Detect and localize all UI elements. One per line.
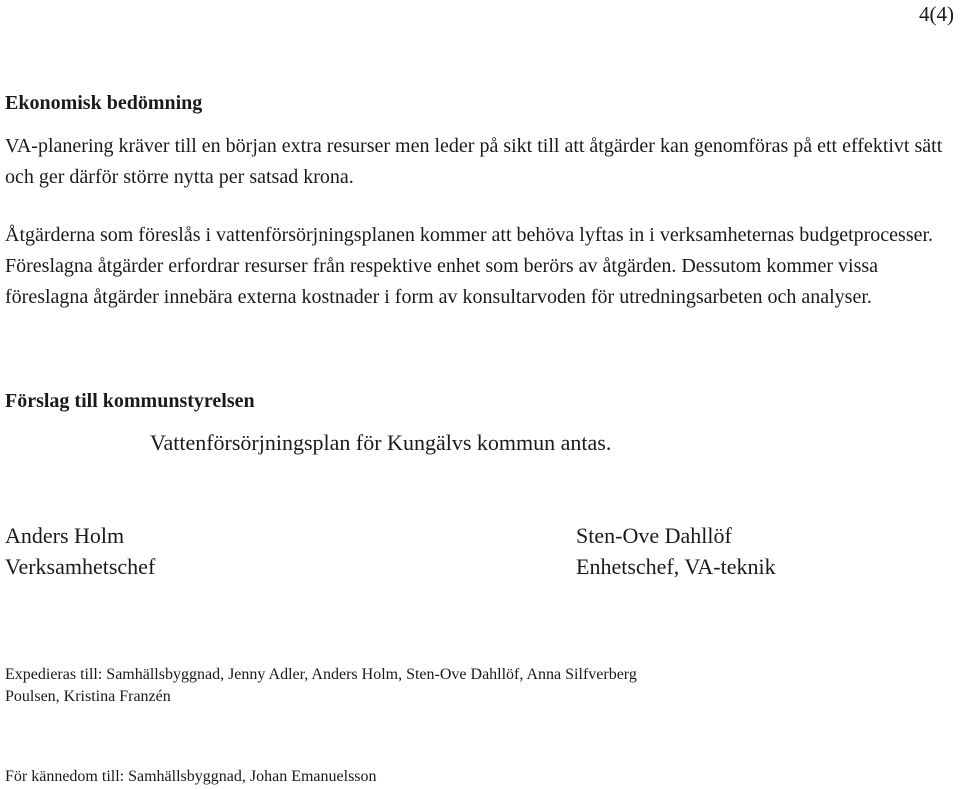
dispatched-to: Expedieras till: Samhällsbyggnad, Jenny Adler, Anders Holm, Sten-Ove Dahllöf, Anna Silfverberg Poulsen, Kristina Franzén [5,666,637,705]
signer-name: Anders Holm [5,523,125,548]
signature-block-left [5,520,155,582]
signer-title: Verksamhetschef [5,554,156,579]
page-number: 4(4) [919,2,954,26]
proposal-text: Vattenförsörjningsplan för Kungälvs kommun antas. [150,430,612,455]
proposal-heading: Förslag till kommunstyrelsen [5,390,255,412]
signer-title: Enhetschef, VA-teknik [576,554,776,579]
for-information: För kännedom till: Samhällsbyggnad, Johan Emanuelsson [5,768,377,785]
economic-assessment-paragraph-2: Åtgärderna som föreslås i vattenförsörjningsplanen kommer att behöva lyftas in i verksamheternas budgetprocesser. Föreslagna åtgärder erfordrar resurser från respektive enhet som berörs av åtgärden. Dessutom kommer vissa föreslagna åtgärder innebära externa kostnader i form av konsultarvoden för utredningsarbeten och analyser. [5,224,934,308]
economic-assessment-heading: Ekonomisk bedömning [5,92,203,114]
signer-name: Sten-Ove Dahllöf [576,523,732,548]
signature-block-right [576,520,776,582]
economic-assessment-paragraph-1: VA-planering kräver till en början extra resurser men leder på sikt till att åtgärder kan genomföras på ett effektivt sätt och ger därför större nytta per satsad krona. [5,135,943,188]
